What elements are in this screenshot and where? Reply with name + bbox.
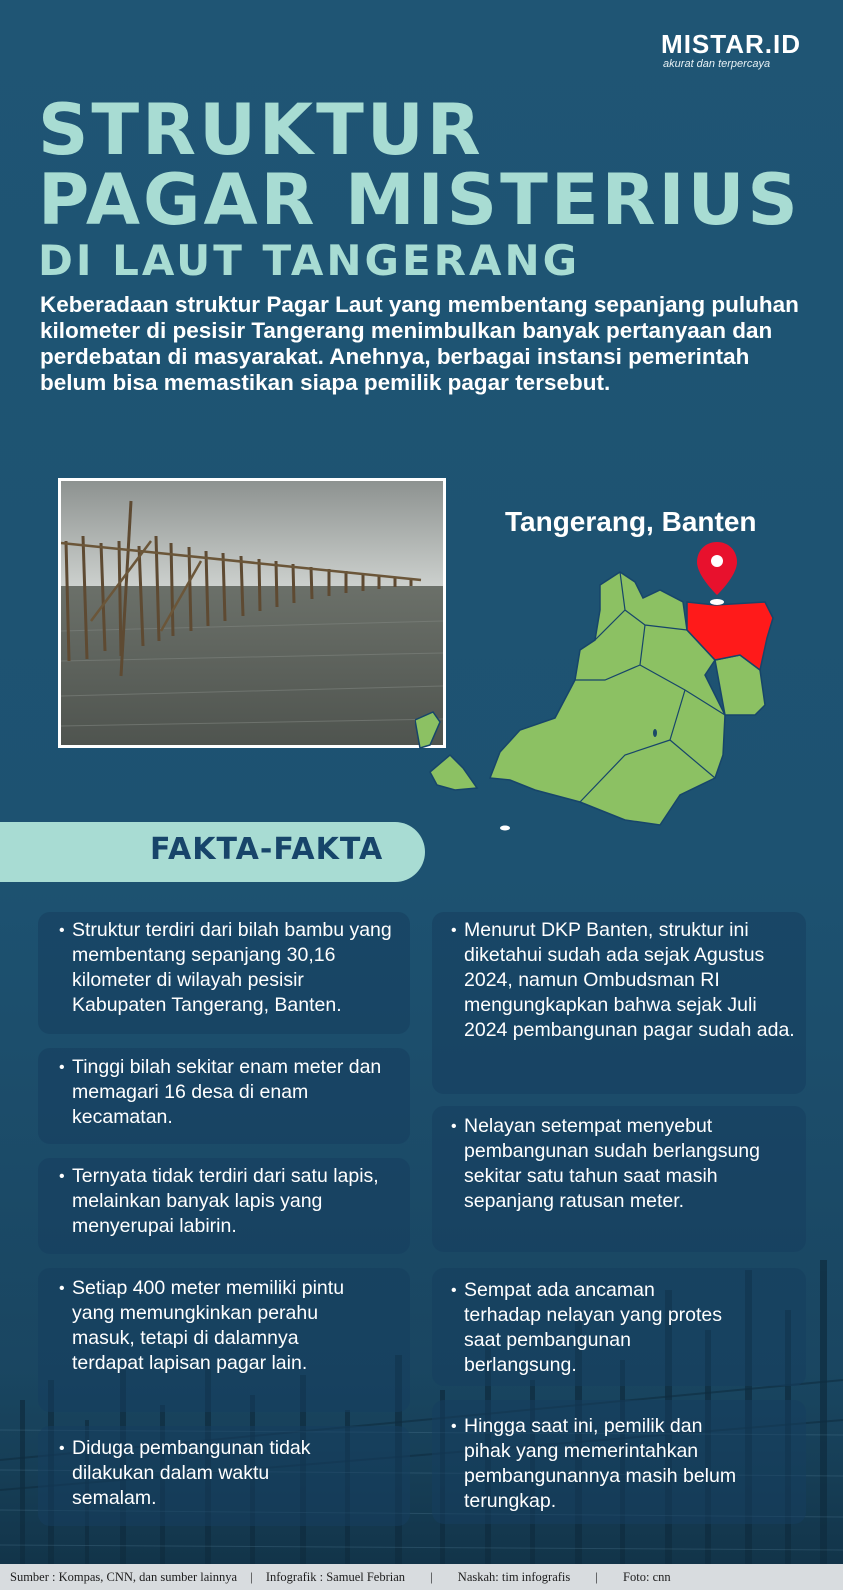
fact-text: Menurut DKP Banten, struktur ini diketahui sudah ada sejak Agustus 2024, namun Ombudsman RI mengungkapkan bahwa sejak Juli 2024 pembangunan pagar sudah ada.: [464, 919, 795, 1041]
bamboo-fence-photo: [58, 478, 446, 748]
bullet-icon: •: [451, 1118, 457, 1135]
fact-item: [59, 1055, 402, 1130]
logo-name: MISTAR.ID: [661, 29, 801, 59]
intro-paragraph: Keberadaan struktur Pagar Laut yang membentang sepanjang puluhan kilometer di pesisir Tangerang menimbulkan banyak pertanyaan dan perdebatan di masyarakat. Anehnya, berbagai instansi pemerintah belum bisa memastikan siapa pemilik pagar tersebut.: [40, 292, 799, 395]
fact-text: Hingga saat ini, pemilik dan pihak yang memerintahkan pembangunannya masih belum terungkap.: [464, 1415, 737, 1512]
banten-map: [415, 540, 815, 840]
title-line-1: STRUKTUR: [38, 89, 484, 171]
bullet-icon: •: [59, 1280, 65, 1297]
fact-text: Nelayan setempat menyebut pembangunan sudah berlangsung sekitar satu tahun saat masih sepanjang ratusan meter.: [464, 1115, 760, 1212]
bullet-icon: •: [451, 1418, 457, 1435]
fact-item: [451, 1414, 754, 1514]
fact-item: [59, 1276, 362, 1376]
fakta-heading: FAKTA-FAKTA: [150, 832, 384, 867]
fact-text: Struktur terdiri dari bilah bambu yang membentang sepanjang 30,16 kilometer di wilayah pesisir Kabupaten Tangerang, Banten.: [72, 919, 392, 1016]
fact-item: [59, 1164, 402, 1239]
fact-item: [451, 1278, 734, 1378]
footer-infografik: Infografik : Samuel Febrian: [265, 1570, 406, 1584]
footer-credits: Sumber : Kompas, CNN, dan sumber lainnya | Infografik : Samuel Febrian | Naskah: tim infografis | Foto: cnn: [0, 1564, 843, 1590]
bullet-icon: •: [451, 922, 457, 939]
footer-naskah: Naskah: tim infografis: [457, 1570, 571, 1584]
bullet-icon: •: [59, 922, 65, 939]
brand-logo[interactable]: [661, 30, 801, 70]
fact-item: [59, 918, 402, 1018]
bullet-icon: •: [59, 1059, 65, 1076]
map-location-label: Tangerang, Banten: [505, 506, 757, 537]
fact-text: Ternyata tidak terdiri dari satu lapis, melainkan banyak lapis yang menyerupai labirin.: [72, 1165, 379, 1237]
fact-text: Sempat ada ancaman terhadap nelayan yang protes saat pembangunan berlangsung.: [464, 1279, 723, 1376]
fact-text: Tinggi bilah sekitar enam meter dan memagari 16 desa di enam kecamatan.: [72, 1056, 382, 1128]
bullet-icon: •: [59, 1168, 65, 1185]
title-line-3: DI LAUT TANGERANG: [38, 236, 581, 285]
footer-source: Sumber : Kompas, CNN, dan sumber lainnya: [10, 1570, 238, 1584]
fact-item: [451, 1114, 774, 1214]
fact-text: Setiap 400 meter memiliki pintu yang memungkinkan perahu masuk, tetapi di dalamnya terdapat lapisan pagar lain.: [72, 1277, 345, 1374]
location-pin-icon: [697, 542, 737, 605]
fact-text: Diduga pembangunan tidak dilakukan dalam waktu semalam.: [72, 1437, 311, 1509]
bullet-icon: •: [451, 1282, 457, 1299]
fact-item: [59, 1436, 332, 1511]
bullet-icon: •: [59, 1440, 65, 1457]
fact-item: [451, 918, 798, 1043]
title-line-2: PAGAR MISTERIUS: [38, 159, 801, 241]
bamboo-fence-illustration: [61, 481, 443, 745]
logo-tagline: akurat dan terpercaya: [663, 58, 771, 70]
footer-foto: Foto: cnn: [623, 1570, 671, 1584]
